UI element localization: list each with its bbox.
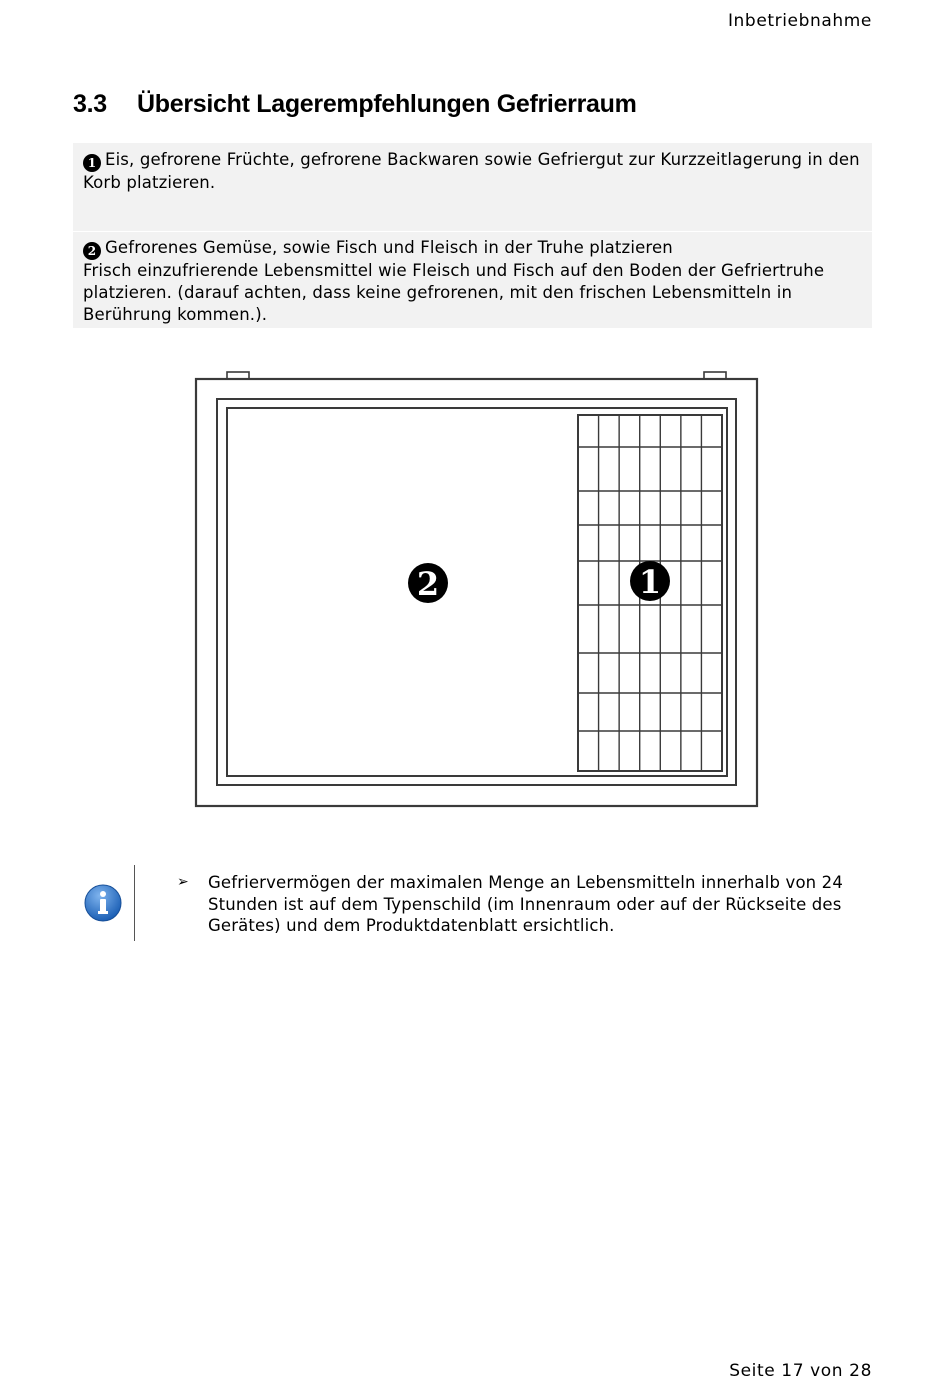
note-text: Gefriervermögen der maximalen Menge an Lebensmitteln innerhalb von 24 Stunden ist auf dem Typenschild (im Innenraum oder auf der Rückseite des Gerätes) und dem Produktdatenblatt ersichtlich.	[208, 873, 843, 935]
badge-basket-label: 1	[638, 563, 662, 601]
freezer-diagram	[190, 365, 762, 812]
page-number: Seite 17 von 28	[729, 1361, 872, 1381]
section-title: Übersicht Lagerempfehlungen Gefrierraum	[137, 90, 637, 118]
badge-chest	[408, 563, 448, 603]
info-note	[80, 865, 880, 943]
running-header: Inbetriebnahme	[727, 11, 872, 31]
section-number: 3.3	[73, 90, 107, 118]
number-badge-2: 2	[83, 242, 101, 260]
note-divider	[134, 865, 135, 941]
recommendation-box-chest	[73, 232, 872, 328]
info-icon	[83, 883, 123, 923]
badge-chest-label: 2	[416, 565, 440, 603]
recommendation-box-basket	[73, 143, 872, 231]
recommendation-text-chest: Frisch einzufrierende Lebensmittel wie Fleisch und Fisch auf den Boden der Gefriertruhe platzieren. (darauf achten, dass keine gefrorenen, mit den frischen Lebensmitteln in Berührung kommen.).	[83, 261, 825, 324]
bullet-arrow-icon: ➢	[177, 874, 189, 890]
section-heading	[73, 90, 637, 119]
number-badge-1: 1	[83, 154, 101, 172]
freezer-outer-frame	[196, 379, 757, 806]
recommendation-text-basket: Eis, gefrorene Früchte, gefrorene Backwaren sowie Gefriergut zur Kurzzeitlagerung in den Korb platzieren.	[83, 150, 860, 192]
badge-basket	[630, 561, 670, 601]
recommendation-heading-chest: Gefrorenes Gemüse, sowie Fisch und Fleisch in der Truhe platzieren	[105, 238, 673, 257]
